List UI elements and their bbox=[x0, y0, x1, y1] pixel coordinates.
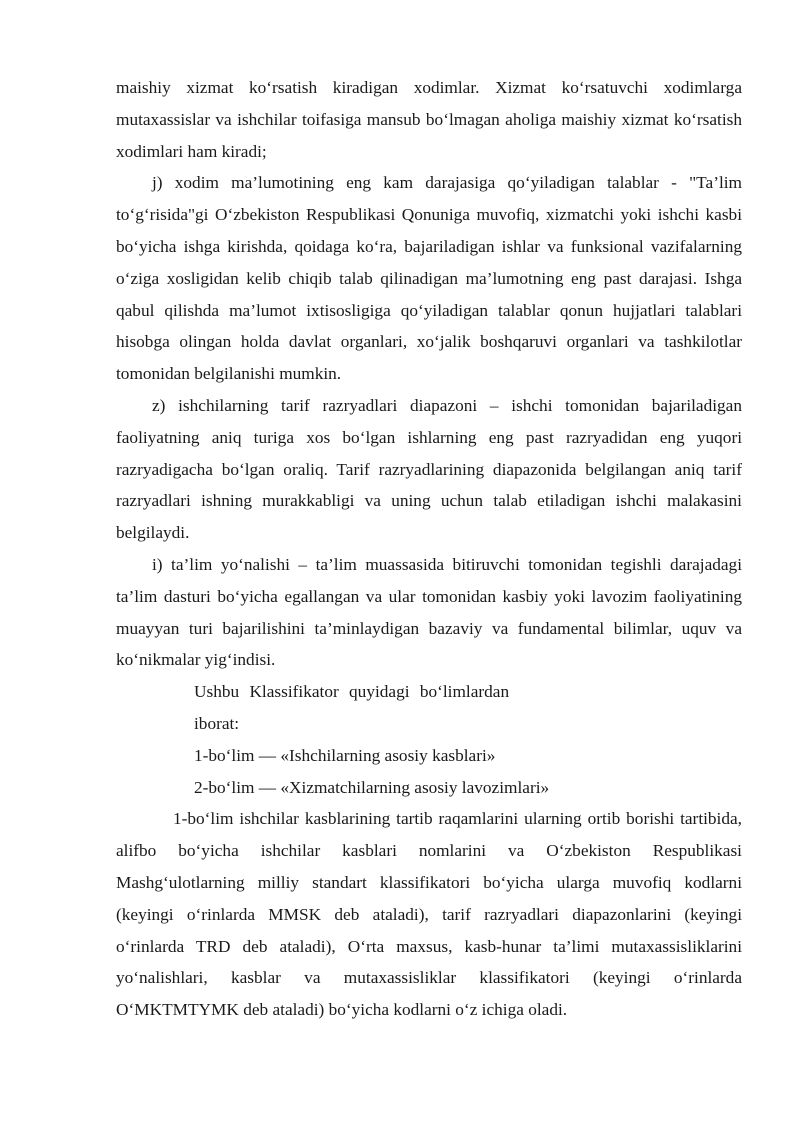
paragraph-z-tariff-ranges: z) ishchilarning tarif razryadlari diapazoni – ishchi tomonidan bajariladigan faoliyatning aniq turiga xos bo‘lgan ishlarning eng past razryadidan eng yuqori razryadigacha bo‘lgan oraliq. Tarif razryadlarining diapazonida belgilangan aniq tarif razryadlari ishning murakkabligi va uning uchun talab etiladigan ishchi malakasini belgilaydi. bbox=[116, 395, 742, 543]
paragraph-section-1-description: 1-bo‘lim ishchilar kasblarining tartib raqamlarini ularning ortib borishi tartibida, alifbo bo‘yicha ishchilar kasblari nomlarini va O‘zbekiston Respublikasi Mashg‘ulotlarning milliy standart klassifikatori bo‘yicha ularga muvofiq kodlarni (keyingi o‘rinlarda MMSK deb ataladi), tarif razryadlari diapazonlarini (keyingi o‘rinlarda TRD deb ataladi), O‘rta maxsus, kasb-hunar ta’limi mutaxassisliklarini yo‘nalishlari, kasblar va mutaxassisliklar klassifikatori (keyingi o‘rinlarda O‘MKTMTYMK deb ataladi) bo‘yicha kodlarni o‘z ichiga oladi. bbox=[116, 809, 742, 1020]
paragraph-j-education-requirements: j) xodim ma’lumotining eng kam darajasiga qo‘yiladigan talablar - "Ta’lim to‘g‘risida"gi O‘zbekiston Respublikasi Qonuniga muvofiq, xizmatchi yoki ishchi kasbi bo‘yicha ishga kirishda, qoidaga ko‘ra, bajariladigan ishlar va funksional vazifalarning o‘ziga xosligidan kelib chiqib talab qilinadigan ma’lumotning eng past darajasi. Ishga qabul qilishda ma’lumot ixtisosligiga qo‘yiladigan talablar qonun hujjatlari talablari hisobga olingan holda davlat organlari, xo‘jalik boshqaruvi organlari va tashkilotlar tomonidan belgilanishi mumkin. bbox=[116, 173, 742, 384]
classifier-intro-line-2: iborat: bbox=[194, 713, 240, 733]
document-body bbox=[116, 72, 742, 1026]
section-1-title: 1-bo‘lim — «Ishchilarning asosiy kasblari» bbox=[194, 745, 496, 765]
section-2-title: 2-bo‘lim — «Xizmatchilarning asosiy lavozimlari» bbox=[194, 777, 550, 797]
paragraph-service-staff: maishiy xizmat ko‘rsatish kiradigan xodimlar. Xizmat ko‘rsatuvchi xodimlarga mutaxassislar va ishchilar toifasiga mansub bo‘lmagan aholiga maishiy xizmat ko‘rsatish xodimlari ham kiradi; bbox=[116, 78, 742, 161]
classifier-intro-line: Ushbu Klassifikator quyidagi bo‘limlardan bbox=[194, 682, 510, 702]
paragraph-i-education-direction: i) ta’lim yo‘nalishi – ta’lim muassasida bitiruvchi tomonidan tegishli darajadagi ta’lim dasturi bo‘yicha egallangan va ular tomonidan kasbiy yoki lavozim faoliyatining muayyan turi bajarilishini ta’minlaydigan bazaviy va fundamental bilimlar, uquv va ko‘nikmalar yig‘indisi. bbox=[116, 554, 742, 670]
